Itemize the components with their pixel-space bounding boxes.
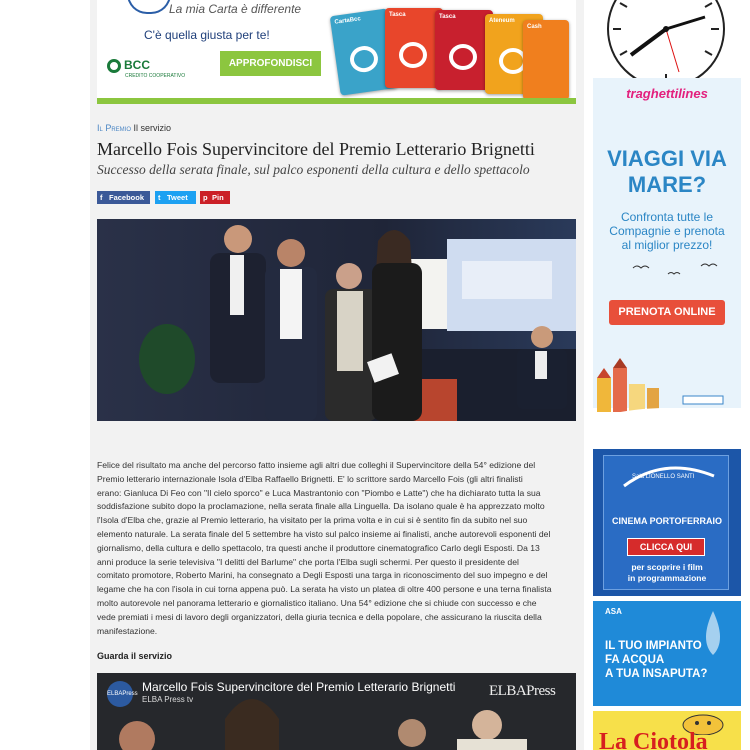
share-twitter-button[interactable]: [155, 191, 196, 204]
asa-ad-text-line: FA ACQUA: [605, 654, 665, 666]
traghettilines-logo: traghettilines: [626, 86, 708, 101]
cinema-logo-icon: [604, 456, 730, 516]
body-line: legame che ha con l'isola in cui torna appena può. La serata ha visto un platea di oltre 400 persone e una terna finalista: [97, 584, 552, 595]
card-logo-icon: [127, 0, 171, 14]
card-label: Tasca: [439, 14, 456, 20]
la-ciotola-text: La Ciotola: [599, 729, 708, 750]
asa-ad-text-line: A TUA INSAPUTA?: [605, 668, 708, 680]
ad-headline-line: VIAGGI VIA: [607, 146, 727, 171]
asa-ad[interactable]: [593, 601, 741, 706]
bcc-logo-subtitle: CREDITO COOPERATIVO: [125, 73, 186, 79]
cinema-sala-word: Sala: [632, 474, 645, 480]
body-line: l'Isola d'Elba che, grazie al Premio letterario, ha visitato per la prima volta e in cui si è sentito fin da subito nel suo: [97, 515, 528, 526]
video-brand-watermark: ELBAPress: [489, 683, 556, 699]
asa-ad-text-line: IL TUO IMPIANTO: [605, 640, 702, 652]
channel-logo-icon[interactable]: ELBAPress: [107, 681, 133, 707]
facebook-icon: f: [100, 193, 103, 202]
card-label: Tasca: [389, 12, 406, 18]
ad-subtext-line: Compagnie e prenota: [609, 224, 725, 238]
cinema-sala-label: [632, 474, 694, 480]
card-chip-icon: [399, 42, 427, 68]
article-title: Marcello Fois Supervincitore del Premio Letterario Brignetti: [97, 139, 535, 159]
cinema-ad-panel: [603, 455, 729, 590]
approfondisci-button[interactable]: APPROFONDISCI: [220, 51, 321, 76]
ad-headline: [593, 146, 741, 198]
cinema-ad-text: [604, 562, 730, 584]
share-pinterest-label: Pin: [212, 193, 224, 202]
card-label: CartaBcc: [334, 16, 362, 26]
article-subtitle: Successo della serata finale, sul palco esponenti della cultura e dello spettacolo: [97, 162, 530, 177]
ad-headline-line: MARE?: [627, 172, 707, 197]
la-ciotola-ad[interactable]: [593, 711, 741, 750]
asa-ad-text: [605, 639, 707, 681]
article-body: [97, 459, 576, 638]
bcc-logo-icon: [107, 59, 121, 73]
breadcrumb: [97, 123, 171, 133]
cinema-ad-text-line: per scoprire i film: [631, 562, 703, 572]
card-label: Cash: [527, 24, 542, 30]
cinema-name: CINEMA PORTOFERRAIO: [611, 516, 722, 526]
cinema-portoferraio-ad[interactable]: [593, 449, 741, 596]
body-line: molto autorevole nel panorama letterario e giornalistico italiano. Una 54° edizione che si chiude con successo e che: [97, 597, 537, 608]
coastal-town-image: [593, 338, 741, 444]
bcc-banner-ad[interactable]: [97, 0, 576, 104]
birds-icon: [593, 258, 741, 288]
video-section-heading: Guarda il servizio: [97, 651, 173, 661]
bcc-logo: [107, 58, 186, 79]
ad-subtext: [593, 210, 741, 252]
video-title[interactable]: Marcello Fois Supervincitore del Premio Letterario Brignetti: [142, 680, 456, 694]
traghettilines-ad[interactable]: [593, 78, 741, 444]
breadcrumb-subcategory-link[interactable]: Il servizio: [133, 123, 172, 133]
card-image: [523, 20, 569, 100]
prenota-online-button[interactable]: PRENOTA ONLINE: [609, 300, 725, 325]
body-line: comitato promotore, Roberto Marini, ha consegnato a Degli Esposti una targa in riconoscimento del suo impegno e del: [97, 570, 548, 581]
article-photo: [97, 219, 576, 421]
body-line: anni produce la serie televisiva "I delitti del Barlume" che porta l'Elba sugli schermi. Per questo il presidente del: [97, 556, 519, 567]
share-facebook-button[interactable]: [97, 191, 150, 204]
pinterest-icon: p: [203, 193, 208, 202]
clock-face-icon: [609, 0, 723, 86]
cinema-ad-text-line: in programmazione: [627, 573, 707, 583]
body-line: manifestazione.: [97, 625, 158, 636]
ad-subtext-line: Confronta tutte le: [620, 210, 714, 224]
bcc-logo-text: BCC: [124, 58, 150, 72]
video-player[interactable]: [97, 673, 576, 750]
banner-heading: C'è quella giusta per te!: [144, 28, 270, 42]
body-line: Premio letterario internazionale Isola d'Elba Raffaello Brignetti. E' lo scrittore sardo Marcello Fois (gli altri finalisti: [97, 473, 523, 484]
body-line: vede premiati i mesi di lavoro degli organizzatori, della giuria tecnica e della popolare, che assicurano la riuscita della: [97, 611, 542, 622]
share-twitter-label: Tweet: [167, 193, 188, 202]
asa-logo: ASA: [605, 607, 622, 616]
cards-image: [327, 0, 572, 98]
share-pinterest-button[interactable]: [200, 191, 230, 204]
breadcrumb-category-link[interactable]: Il Premio: [97, 123, 132, 133]
card-label: Ateneum: [489, 18, 515, 24]
banner-tagline: La mia Carta è differente: [169, 2, 302, 16]
cinema-sala-name: LIONELLO SANTI: [645, 474, 695, 480]
clicca-qui-button[interactable]: CLICCA QUI: [627, 538, 705, 556]
body-line: elemento naturale. La serata finale del 5 settembre ha visto sul palco insieme ai finalisti, anche autorevoli esponenti del: [97, 528, 551, 539]
body-line: giornalismo, della cultura e dello spettacolo, tra questi anche il produttore cinematografico Carlo degli Esposti. Da 13: [97, 542, 540, 553]
card-chip-icon: [449, 44, 477, 70]
share-facebook-label: Facebook: [109, 193, 145, 202]
card-chip-icon: [348, 44, 379, 74]
twitter-icon: t: [158, 193, 161, 202]
body-line: Felice del risultato ma anche del percorso fatto insieme agli altri due colleghi il Supervincitore della 54° edizione del: [97, 460, 536, 470]
body-line: erano: Gianluca Di Feo con "Il cielo sporco" e Luca Mastrantonio con "Piombo e Latte") che ha dichiarato tutta la sua: [97, 487, 541, 498]
body-line: soddisfazione subito dopo la proclamazione, nella serata finale alla Linguella. Da isolano quale è ha apprezzato molto: [97, 501, 545, 512]
banner-bottom-bar: [97, 98, 576, 104]
video-channel-name[interactable]: ELBA Press tv: [142, 695, 194, 704]
ad-subtext-line: al miglior prezzo!: [621, 238, 713, 252]
stage-photo-image: [97, 219, 576, 421]
clock-widget: [607, 0, 725, 88]
